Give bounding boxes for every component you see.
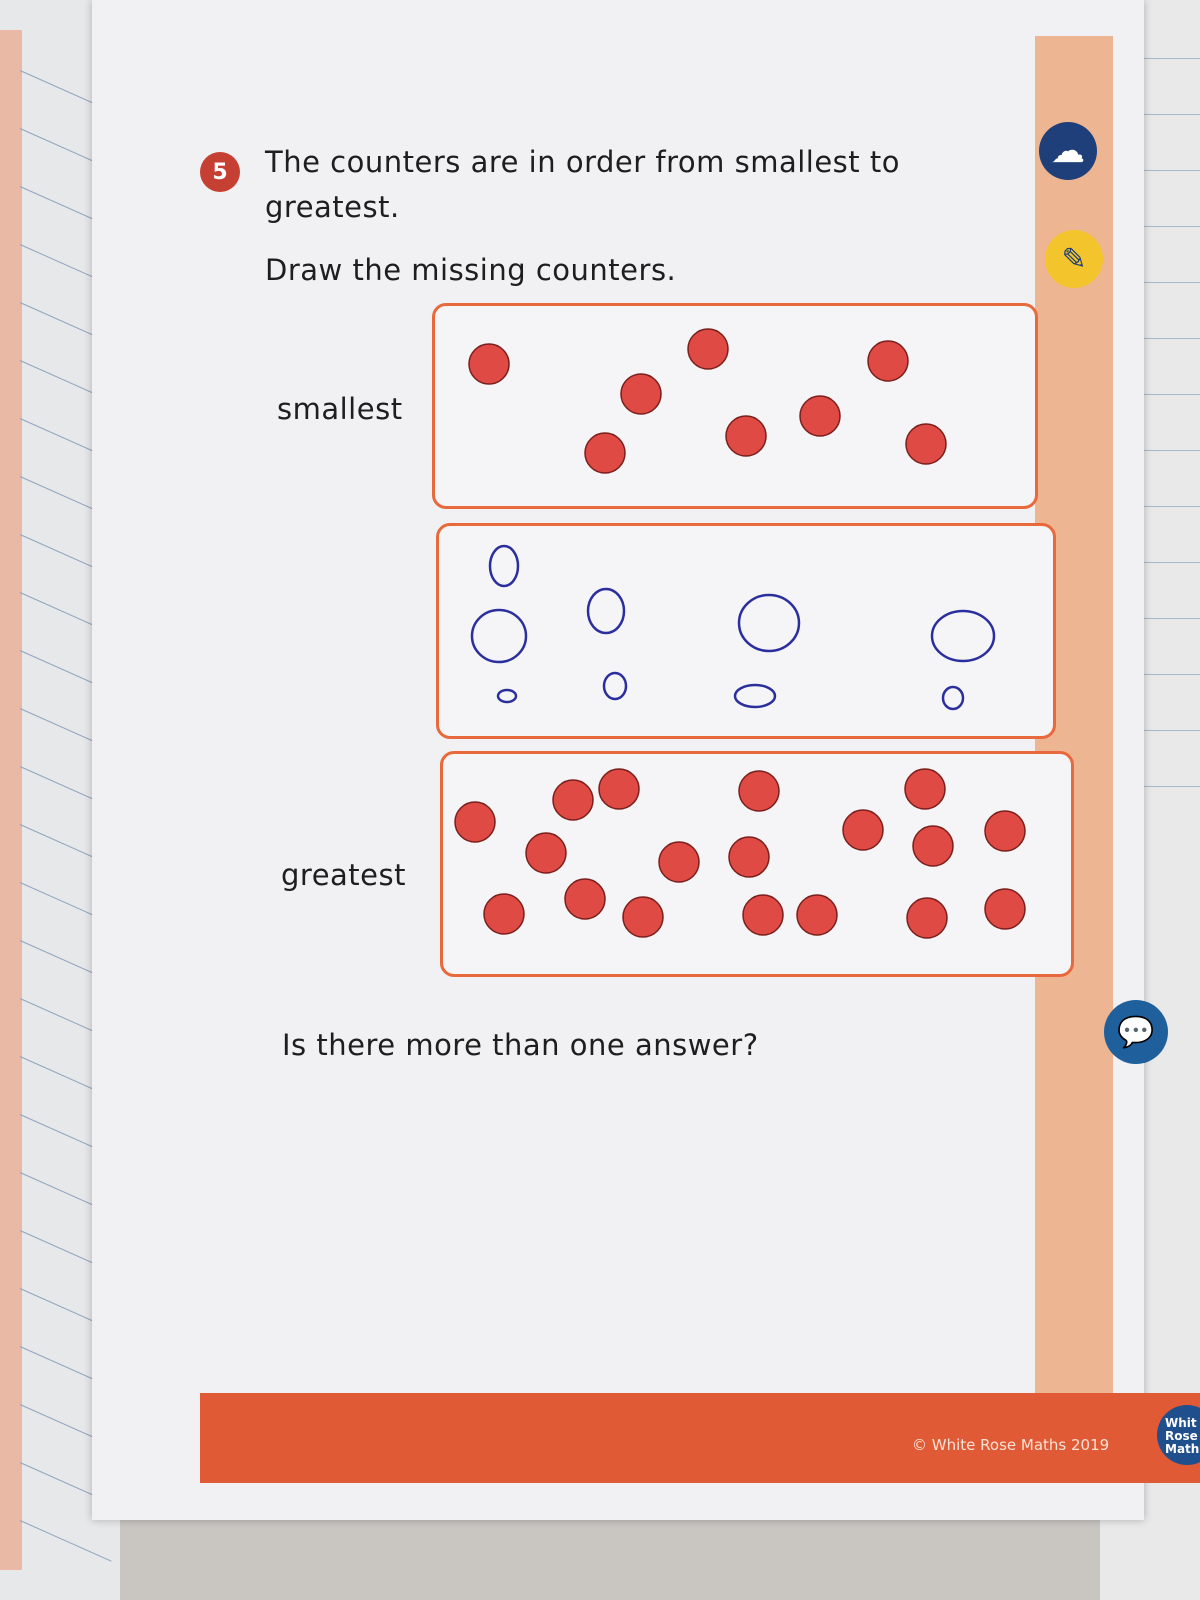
hand-drawn-counter (472, 610, 526, 662)
hand-drawn-counter (735, 685, 775, 707)
hand-drawn-counter (490, 546, 518, 586)
smallest-counters (435, 306, 1035, 506)
counter (621, 374, 661, 414)
counter (659, 842, 699, 882)
greatest-label: greatest (281, 858, 406, 892)
hand-drawn-counter (498, 690, 516, 702)
question-text-line1: The counters are in order from smallest to (265, 145, 900, 179)
counter (913, 826, 953, 866)
greatest-box (440, 751, 1074, 977)
counter (526, 833, 566, 873)
greatest-counters (443, 754, 1071, 974)
hand-drawn-counter (943, 687, 963, 709)
question-text-line2: greatest. (265, 190, 400, 224)
logo-line: Whit (1165, 1416, 1197, 1430)
smallest-box (432, 303, 1038, 509)
followup-question: Is there more than one answer? (282, 1028, 759, 1062)
hand-drawn-counter (932, 611, 994, 661)
counter (729, 837, 769, 877)
counter (868, 341, 908, 381)
counter (843, 810, 883, 850)
counter (743, 895, 783, 935)
hand-drawn-counter (604, 673, 626, 699)
counter (985, 811, 1025, 851)
notebook-rule-line (20, 1520, 112, 1562)
counter (905, 769, 945, 809)
hand-drawn-counters (439, 526, 1053, 736)
counter (623, 897, 663, 937)
counter (484, 894, 524, 934)
counter (469, 344, 509, 384)
counter (739, 771, 779, 811)
counter (800, 396, 840, 436)
counter (985, 889, 1025, 929)
logo-line: Rose (1165, 1429, 1198, 1443)
counter (585, 433, 625, 473)
hand-drawn-counter (739, 595, 799, 651)
counter (907, 898, 947, 938)
smallest-label: smallest (277, 392, 403, 426)
middle-box[interactable] (436, 523, 1056, 739)
logo-line: Math (1165, 1442, 1200, 1456)
counter (455, 802, 495, 842)
thought-bubble-icon: ☁ (1039, 122, 1097, 180)
counter (726, 416, 766, 456)
instruction-text: Draw the missing counters. (265, 253, 677, 287)
counter (906, 424, 946, 464)
counter (553, 780, 593, 820)
counter (797, 895, 837, 935)
speech-bubble-icon: 💬 (1104, 1000, 1168, 1064)
counter (599, 769, 639, 809)
counter (688, 329, 728, 369)
question-number-badge: 5 (200, 152, 240, 192)
counter (565, 879, 605, 919)
copyright-text: © White Rose Maths 2019 (912, 1436, 1110, 1454)
pencil-icon: ✎ (1045, 230, 1103, 288)
hand-drawn-counter (588, 589, 624, 633)
notebook-margin (0, 30, 22, 1570)
